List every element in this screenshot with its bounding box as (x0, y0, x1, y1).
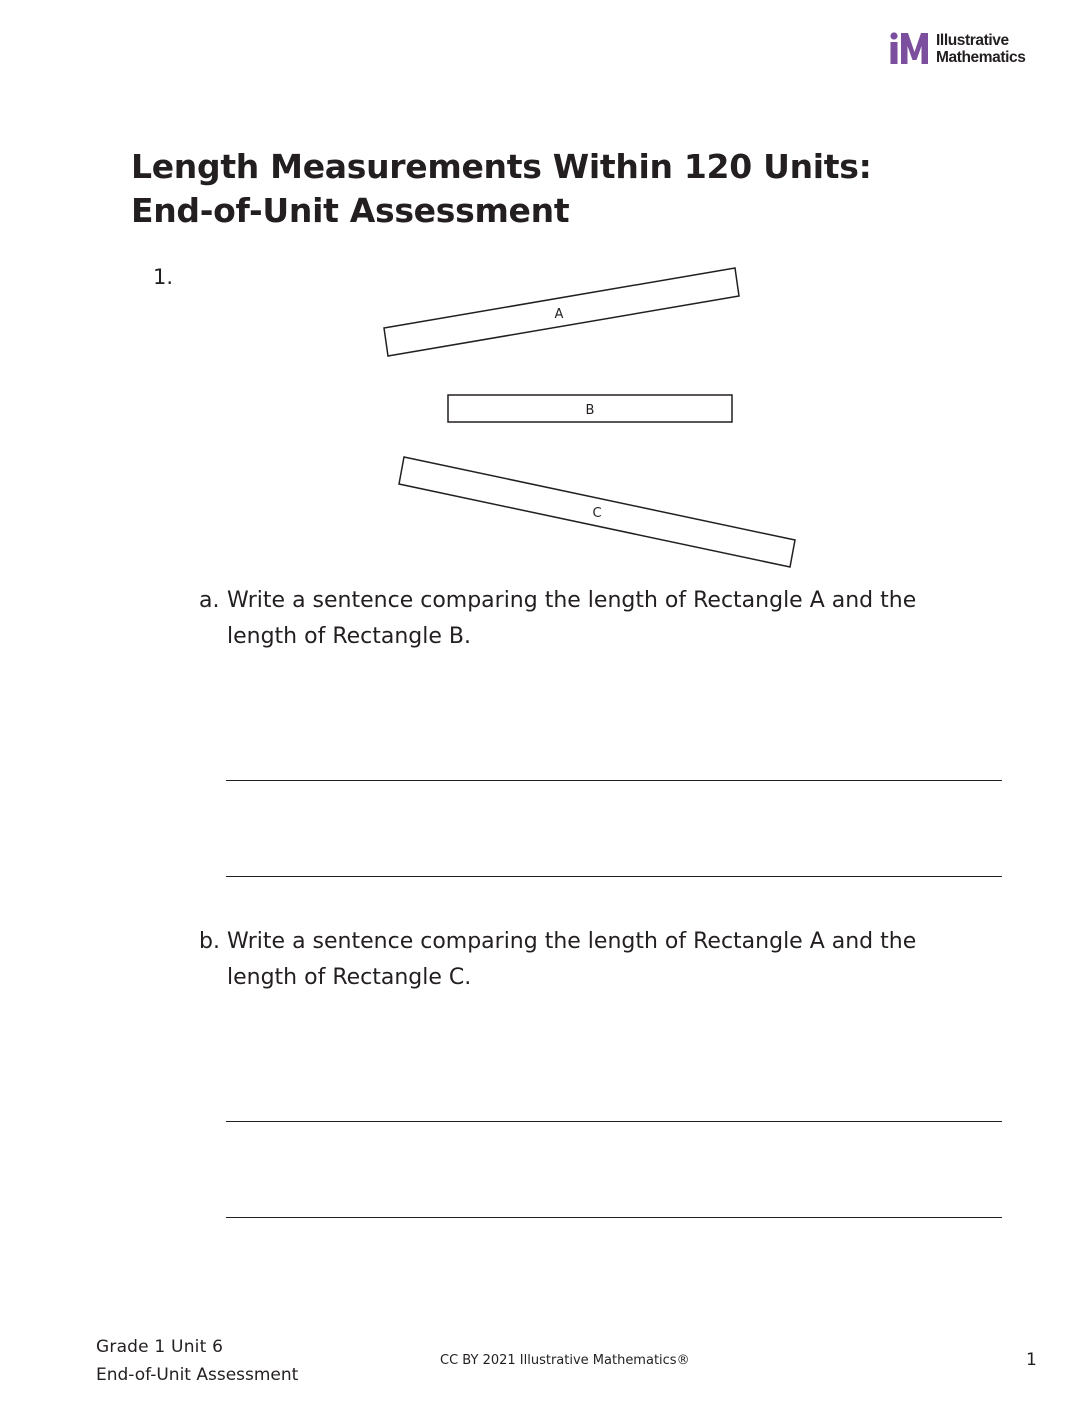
answer-line-a-2[interactable] (226, 876, 1002, 877)
part-b-letter: b. (199, 929, 220, 954)
question-number: 1. (153, 265, 174, 289)
rectangle-c-label: C (592, 506, 602, 521)
rectangle-c (399, 457, 795, 567)
answer-line-b-1[interactable] (226, 1121, 1002, 1122)
part-b-prompt: Write a sentence comparing the length of Rectangle A and the length of Rectangle C. (227, 929, 917, 990)
footer-assessment-name: End-of-Unit Assessment (96, 1365, 299, 1385)
rectangle-b-label: B (585, 403, 595, 418)
part-a-prompt: Write a sentence comparing the length of Rectangle A and the length of Rectangle B. (227, 588, 917, 649)
footer-copyright: CC BY 2021 Illustrative Mathematics® (440, 1353, 690, 1368)
part-a-letter: a. (199, 588, 220, 613)
rectangle-b (448, 395, 732, 422)
title-line-2: End-of-Unit Assessment (131, 191, 570, 230)
logo-line-2: Mathematics (936, 49, 1026, 66)
question-part-b (199, 924, 979, 1004)
footer-unit-info (96, 1333, 298, 1389)
rectangle-a (384, 268, 739, 356)
answer-line-a-1[interactable] (226, 780, 1002, 781)
title-line-1: Length Measurements Within 120 Units: (131, 147, 872, 186)
rectangles-figure (0, 0, 1088, 600)
logo-line-1: Illustrative (936, 32, 1009, 49)
page-number: 1 (1026, 1350, 1037, 1370)
answer-line-b-2[interactable] (226, 1217, 1002, 1218)
rectangle-a-label: A (554, 307, 564, 322)
footer-grade-unit: Grade 1 Unit 6 (96, 1337, 224, 1357)
question-part-a (199, 583, 979, 663)
